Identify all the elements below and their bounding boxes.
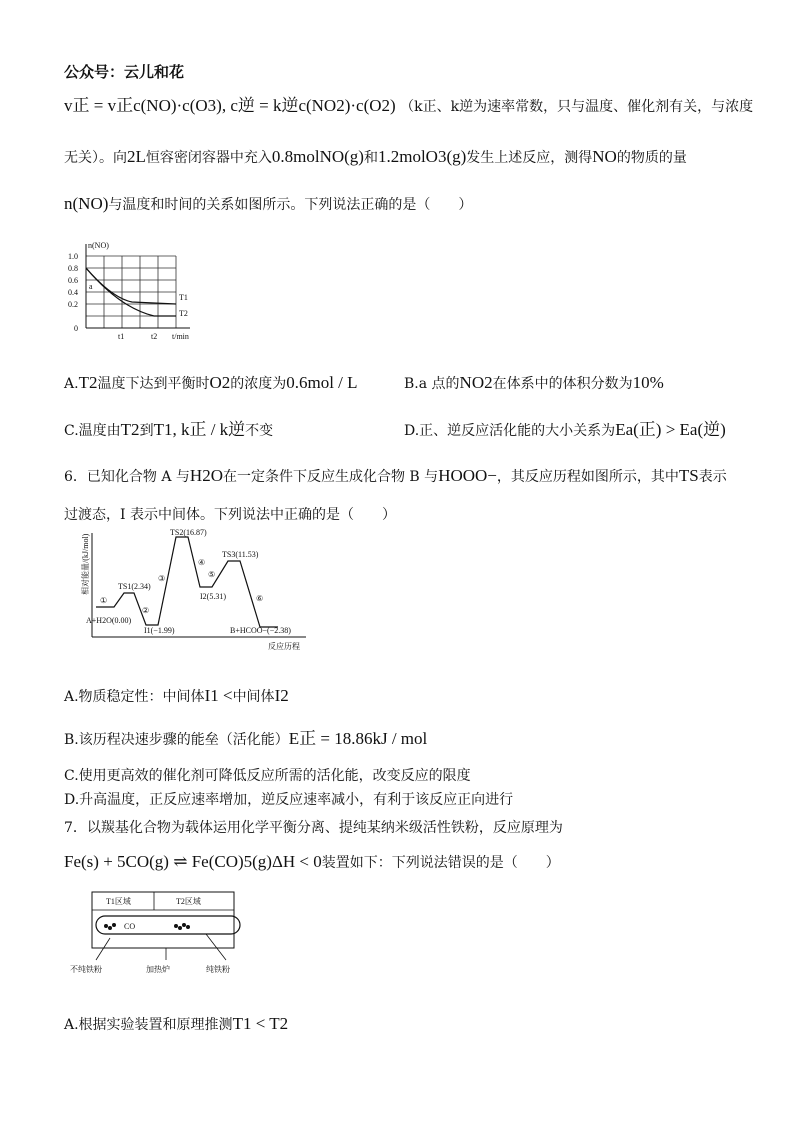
text: 不变 xyxy=(245,423,274,439)
gas-label: CO xyxy=(124,922,136,931)
volume: 2L xyxy=(127,147,146,166)
step-label: ⑥ xyxy=(256,594,264,603)
no-amount: 0.8molNO(g) xyxy=(271,147,364,166)
watermark: 公众号：云儿和花 xyxy=(64,63,185,81)
value: 10% xyxy=(632,373,664,392)
apparatus xyxy=(66,888,246,980)
text: 的物质的量 xyxy=(616,150,687,166)
species: O2 xyxy=(209,373,231,392)
no-time-graph xyxy=(62,236,202,346)
iron-particle xyxy=(186,925,190,929)
energy-barrier: E正 = 18.86kJ / mol xyxy=(288,729,428,748)
xtick: t2 xyxy=(151,332,158,341)
q5-option-d[interactable] xyxy=(404,420,726,441)
pointer xyxy=(96,938,110,960)
temp: T2 xyxy=(78,373,98,392)
q5-option-c[interactable] xyxy=(64,420,273,441)
equation: Fe(s) + 5CO(g) ⇌ Fe(CO)5(g)ΔH < 0 xyxy=(64,852,322,871)
text: 在体系中的体积分数为 xyxy=(492,376,633,392)
ytick: 0 xyxy=(74,324,78,333)
iron-particle xyxy=(174,924,178,928)
left-label: 不纯铁粉 xyxy=(70,965,102,974)
q5-option-a[interactable] xyxy=(64,373,358,394)
symbol: TS xyxy=(678,466,699,485)
q6-option-a[interactable] xyxy=(64,686,289,707)
point-a-label: a xyxy=(89,282,93,291)
pointer xyxy=(206,934,226,960)
q6-line1 xyxy=(64,466,727,487)
text: 发生上述反应，测得 xyxy=(466,150,593,166)
ytick: 0.8 xyxy=(68,264,78,273)
temp: T2 xyxy=(120,420,140,439)
text: ，其反应历程如图所示，其中 xyxy=(496,469,679,485)
text: 的浓度为 xyxy=(230,376,287,392)
text: 表示 xyxy=(698,469,727,485)
iron-particle xyxy=(178,926,182,930)
ytick: 0.4 xyxy=(68,288,78,297)
rate-equation: v正 = v正c(NO)·c(O3), c逆 = k逆c(NO2)·c(O2) xyxy=(64,96,396,115)
ytick: 1.0 xyxy=(68,252,78,261)
step-label: ① xyxy=(100,596,108,605)
species: NO xyxy=(592,147,617,166)
temperature-relation: T1 < T2 xyxy=(232,1014,289,1033)
text: A.根据实验装置和原理推测 xyxy=(64,1017,233,1033)
middle-label: 加热炉 xyxy=(146,965,170,974)
value: 0.6mol / L xyxy=(286,373,358,392)
q5-option-b[interactable] xyxy=(404,373,664,394)
ts2-label: TS2(16.87) xyxy=(170,528,207,537)
text: 无关）。向 xyxy=(64,150,127,166)
q7-option-a[interactable] xyxy=(64,1014,288,1035)
text: B.该历程决速步骤的能垒（活化能） xyxy=(64,732,289,748)
end-label: B+HCOO−(−2.38) xyxy=(230,626,291,635)
text: 恒容密闭容器中充入 xyxy=(145,150,272,166)
iron-particle xyxy=(112,923,116,927)
text: 与温度和时间的关系如图所示。下列说法正确的是（ ） xyxy=(108,197,473,213)
step-label: ③ xyxy=(158,574,166,583)
ratio: T1, k正 / k逆 xyxy=(153,420,246,439)
q6-option-b[interactable] xyxy=(64,729,427,750)
text: 和 xyxy=(363,150,378,166)
text: A. xyxy=(64,376,79,392)
curve-t2-label: T2 xyxy=(179,309,188,318)
iron-particle xyxy=(108,926,112,930)
activation-energy: Ea(正) > Ea(逆) xyxy=(615,420,726,439)
curve-t1 xyxy=(86,268,176,304)
start-label: A+H2O(0.00) xyxy=(86,616,132,625)
step-label: ④ xyxy=(198,558,206,567)
ytick: 0.6 xyxy=(68,276,78,285)
ts3-label: TS3(11.53) xyxy=(222,550,259,559)
text: B.a 点的 xyxy=(404,376,460,392)
y-label: 相对能量/(kJ/mol) xyxy=(81,533,90,595)
grid xyxy=(86,256,176,328)
intermediate: I2 xyxy=(274,686,289,705)
text: A.物质稳定性：中间体 xyxy=(64,689,205,705)
q6-option-d[interactable]: D.升高温度，正反应速率增加，逆反应速率减小，有利于该反应正向进行 xyxy=(64,792,514,808)
ytick: 0.2 xyxy=(68,300,78,309)
species: n(NO) xyxy=(64,194,109,213)
text: C.温度由 xyxy=(64,423,121,439)
step-label: ② xyxy=(142,606,150,615)
q6-line2: 过渡态，I 表示中间体。下列说法中正确的是（ ） xyxy=(64,507,396,523)
xtick: t1 xyxy=(118,332,125,341)
q5-line3 xyxy=(64,194,472,215)
iron-particle xyxy=(182,923,186,927)
q5-line1 xyxy=(64,96,753,117)
x-label: 反应历程 xyxy=(268,642,300,651)
q7-line1: 7．以羰基化合物为载体运用化学平衡分离、提纯某纳米级活性铁粉，反应原理为 xyxy=(64,820,563,836)
i2-label: I2(5.31) xyxy=(200,592,226,601)
right-label: 纯铁粉 xyxy=(206,965,230,974)
zone2-label: T2区域 xyxy=(176,897,201,906)
y-label: n(NO) xyxy=(88,241,109,250)
iron-particle xyxy=(104,924,108,928)
species: NO2 xyxy=(459,373,493,392)
i1-label: I1(−1.99) xyxy=(144,626,175,635)
species: H2O xyxy=(189,466,223,485)
text: 在一定条件下反应生成化合物 B 与 xyxy=(222,469,439,485)
text: D.正、逆反应活化能的大小关系为 xyxy=(404,423,616,439)
energy-profile xyxy=(78,525,318,655)
text: 到 xyxy=(139,423,154,439)
zone1-label: T1区域 xyxy=(106,897,131,906)
step-label: ⑤ xyxy=(208,570,216,579)
q7-line2 xyxy=(64,852,560,873)
x-label: t/min xyxy=(172,332,189,341)
q5-line2 xyxy=(64,147,687,168)
text: 装置如下：下列说法错误的是（ ） xyxy=(321,855,560,871)
intermediate: I1 < xyxy=(204,686,233,705)
rate-constant-note: （k正、k逆为速率常数，只与温度、催化剂有关，与浓度 xyxy=(400,99,754,115)
species: HOOO− xyxy=(438,466,497,485)
ts1-label: TS1(2.34) xyxy=(118,582,151,591)
tube xyxy=(96,916,240,934)
q6-option-c[interactable]: C.使用更高效的催化剂可降低反应所需的活化能，改变反应的限度 xyxy=(64,768,471,784)
text: 6．已知化合物 A 与 xyxy=(64,469,190,485)
curve-t1-label: T1 xyxy=(179,293,188,302)
text: 中间体 xyxy=(232,689,275,705)
o3-amount: 1.2molO3(g) xyxy=(377,147,467,166)
text: 温度下达到平衡时 xyxy=(97,376,210,392)
